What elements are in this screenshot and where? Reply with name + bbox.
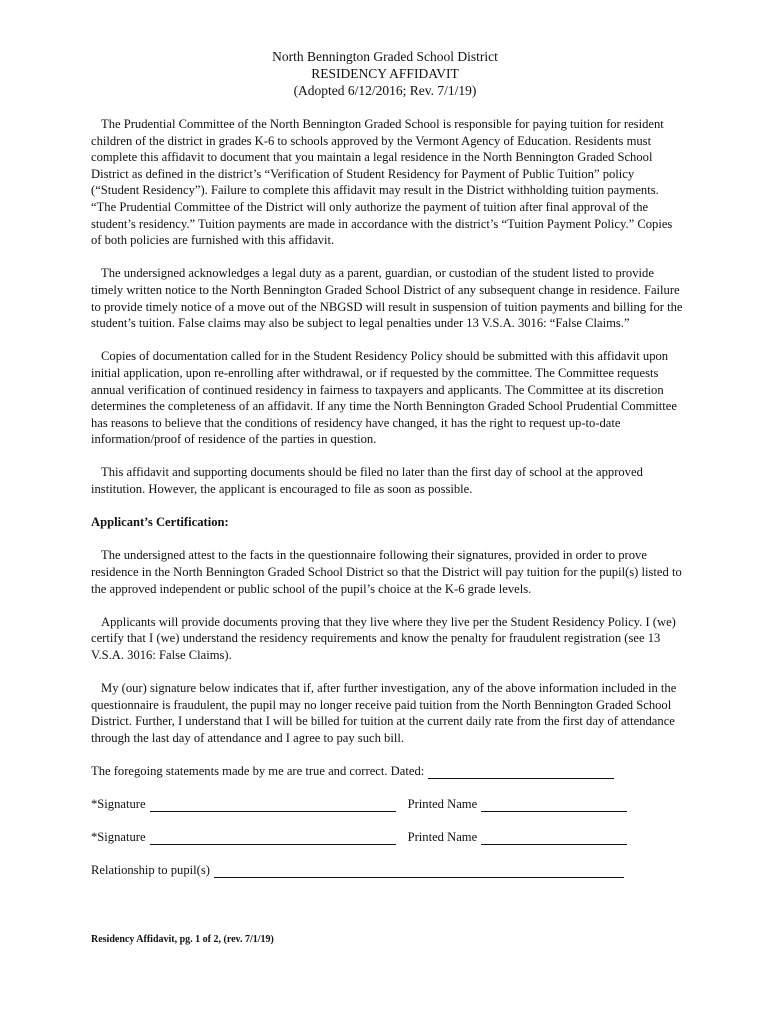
document-title: RESIDENCY AFFIDAVIT (311, 66, 459, 81)
certification-paragraph-signature: My (our) signature below indicates that if, after further investigation, any of the above information included in the questionnaire is fraudulent, the pupil may no longer receive paid tuition from the North Bennington Graded School District. Further, I understand that I will be billed for tuition at the current daily rate from the first day of attendance through the last day of attendance and I agree to pay such bill. (91, 681, 680, 745)
dated-field[interactable] (428, 765, 614, 779)
relationship-row (91, 862, 683, 878)
adoption-date: (Adopted 6/12/2016; Rev. 7/1/19) (293, 83, 477, 98)
certification-paragraph-attest: The undersigned attest to the facts in the questionnaire following their signatures, provided in order to prove residence in the North Bennington Graded School District so that the District will pay tuition for the pupil(s) listed to the approved independent or public school of the pupil’s choice at the K-6 grade levels. (91, 548, 685, 596)
signature-row-2 (91, 829, 683, 845)
district-name: North Bennington Graded School District (272, 49, 498, 64)
printed-name-field-2[interactable] (481, 831, 627, 845)
certification-paragraph-documents: Applicants will provide documents proving that they live where they live per the Student Residency Policy. I (we) certify that I (we) understand the residency requirements and know the penalty for fraudulent registration (see 13 V.S.A. 3016: False Claims). (91, 614, 680, 662)
certification-heading: Applicant’s Certification: (91, 515, 229, 530)
signature-label: *Signature (91, 796, 146, 811)
printed-name-label: Printed Name (407, 829, 478, 844)
printed-name-label: Printed Name (407, 796, 478, 811)
dated-row (91, 763, 683, 779)
page-footer: Residency Affidavit, pg. 1 of 2, (rev. 7/1/19) (91, 934, 274, 945)
signature-label: *Signature (91, 829, 146, 844)
documentation-paragraph: Copies of documentation called for in the Student Residency Policy should be submitted with this affidavit upon initial application, upon re-enrolling after withdrawal, or if requested by the committee. The Committee requests annual verification of continued residency in fairness to taxpayers and applicants. The Committee at its discretion determines the completeness of an affidavit. If any time the North Bennington Graded School Prudential Committee has reasons to believe that the conditions of residency have changed, it has the right to request up-to-date information/proof of residence of the parties in question. (91, 349, 681, 447)
dated-label: The foregoing statements made by me are true and correct. Dated: (91, 763, 425, 778)
relationship-label: Relationship to pupil(s) (91, 862, 210, 877)
signature-row-1 (91, 796, 683, 812)
filing-deadline-paragraph: This affidavit and supporting documents should be filed no later than the first day of school at the approved institution. However, the applicant is encouraged to file as soon as possible. (91, 465, 647, 497)
document-body (91, 116, 686, 895)
printed-name-field-1[interactable] (481, 798, 627, 812)
intro-paragraph: The Prudential Committee of the North Bennington Graded School is responsible for paying tuition for resident children of the district in grades K-6 to schools approved by the Vermont Agency of Education. Residents must complete this affidavit to document that you maintain a legal residence in the North Bennington Graded School District as defined in the district’s “Verification of Student Residency for Payment of Public Tuition” policy (“Student Residency”). Failure to complete this affidavit may result in the District withholding tuition payments. “The Prudential Committee of the District will only authorize the payment of tuition after final approval of the student’s residency.” Tuition payments are made in accordance with the district’s “Tuition Payment Policy.” Copies of both policies are furnished with this affidavit. (91, 117, 676, 248)
document-header (0, 48, 770, 99)
relationship-field[interactable] (214, 864, 624, 878)
signature-field-2[interactable] (150, 831, 396, 845)
legal-duty-paragraph: The undersigned acknowledges a legal duty as a parent, guardian, or custodian of the student listed to provide timely written notice to the North Bennington Graded School District of any subsequent change in residence. Failure to provide timely notice of a move out of the NBGSD will result in suspension of tuition payments and billing for the student’s tuition. False claims may also be subject to legal penalties under 13 V.S.A. 3016: “False Claims.” (91, 266, 686, 331)
signature-field-1[interactable] (150, 798, 396, 812)
